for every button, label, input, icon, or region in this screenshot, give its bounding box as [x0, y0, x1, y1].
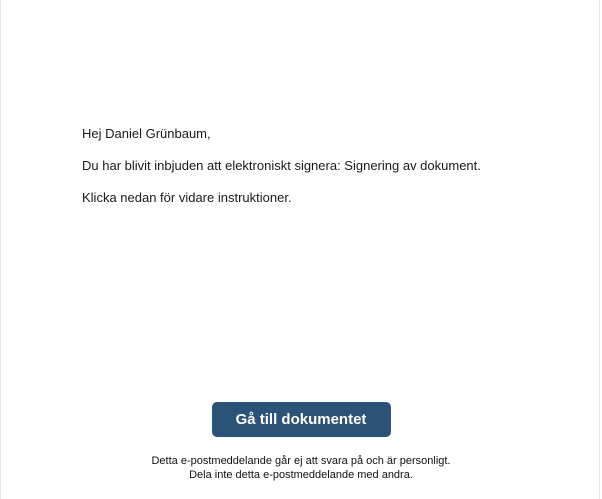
invitation-text: Du har blivit inbjuden att elektroniskt signera: Signering av dokument. — [82, 158, 481, 173]
footer-line-personal: Detta e-postmeddelande går ej att svara på och är personligt. — [151, 455, 451, 467]
go-to-document-button[interactable]: Gå till dokumentet — [212, 402, 391, 437]
greeting-text: Hej Daniel Grünbaum, — [82, 126, 211, 141]
instruction-text: Klicka nedan för vidare instruktioner. — [82, 190, 292, 205]
footer-line-share: Dela inte detta e-postmeddelande med andra. — [189, 469, 413, 481]
cta-container — [1, 402, 601, 437]
footer-notice — [1, 454, 601, 482]
message-body — [82, 125, 562, 221]
